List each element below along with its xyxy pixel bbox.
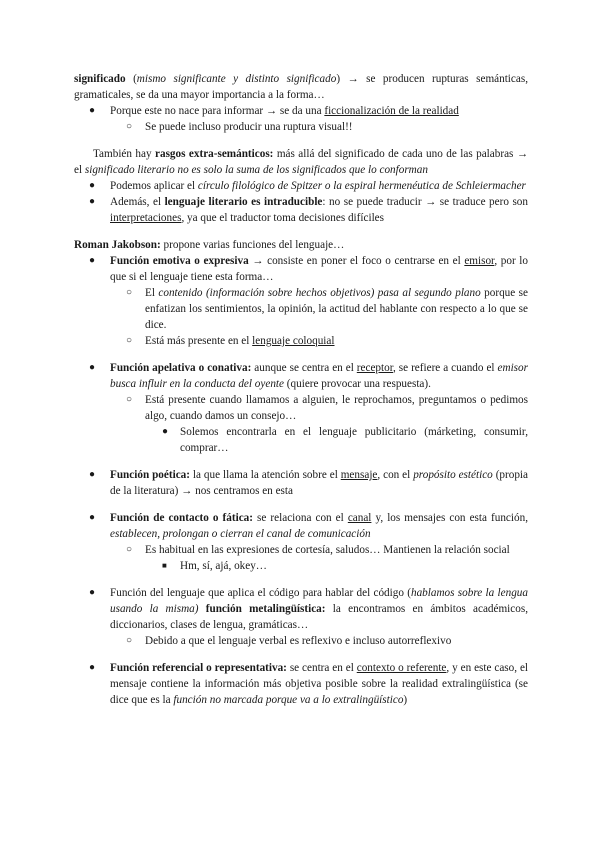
list-item: ■ Hm, sí, ajá, okey… [162, 560, 267, 572]
intro-paragraph: significado (mismo significante y distinto significado) → se producen rupturas semánticas, gramaticales, se da una mayor importancia a la forma… [74, 73, 528, 101]
list-item: ○ Está más presente en el lenguaje coloquial [126, 335, 335, 347]
circle-marker: ○ [126, 287, 133, 298]
list-item: ● Además, el lenguaje literario es intraducible: no se puede traducir → se traduce pero son interpretaciones, ya que el traductor toma decisiones difíciles [89, 196, 528, 224]
list-item: ● Podemos aplicar el círculo filológico de Spitzer o la espiral hermenéutica de Schleiermacher [89, 180, 526, 192]
function-appellative: ● Función apelativa o conativa: aunque se centra en el receptor, se refiere a cuando el emisor busca influir en la conducta del oyente (quiere provocar una respuesta). [89, 362, 528, 390]
list-item: ○ Es habitual en las expresiones de cortesía, saludos… Mantienen la relación social [126, 544, 510, 556]
list-item: ● Porque este no nace para informar → se da una ficcionalización de la realidad [89, 105, 459, 117]
jakobson-paragraph: Roman Jakobson: propone varias funciones del lenguaje… [74, 239, 345, 251]
function-metalinguistic: ● Función del lenguaje que aplica el código para hablar del código (hablamos sobre la lengua usando la misma) función metalingüística: la encontramos en ámbitos académicos, diccionarios, clases de lengua, gramáticas… [89, 587, 529, 631]
bullet-marker: ● [89, 662, 96, 673]
bullet-marker: ● [89, 196, 96, 207]
function-poetic: ● Función poética: la que llama la atención sobre el mensaje, con el propósito estético (propia de la literatura) → nos centramos en esta [89, 469, 528, 497]
list-item: ○ El contenido (información sobre hechos objetivos) pasa al segundo plano porque se enfatizan los sentimientos, la opinión, la actitud del hablante con respecto a lo que se dice. [126, 287, 528, 331]
list-item: ○ Está presente cuando llamamos a alguien, le reprochamos, preguntamos o pedimos algo, cuando damos un consejo… [126, 394, 528, 422]
function-emotive: ● Función emotiva o expresiva → consiste en poner el foco o centrarse en el emisor, por lo que si el lenguaje tiene esta forma… [89, 255, 528, 283]
bullet-marker: ● [89, 180, 96, 191]
bullet-marker: ● [89, 587, 96, 598]
function-referential: ● Función referencial o representativa: se centra en el contexto o referente, y en este caso, el mensaje contiene la información más objetiva posible sobre la realidad extralingüística (se dice que es la función no marcada porque va a lo extralingüístico) [89, 662, 529, 706]
bullet-marker: ● [89, 362, 96, 373]
function-phatic: ● Función de contacto o fática: se relaciona con el canal y, los mensajes con esta función, establecen, prolongan o cierran el canal de comunicación [89, 512, 528, 540]
square-marker: ■ [162, 561, 167, 570]
list-item: ○ Se puede incluso producir una ruptura visual!! [126, 121, 353, 133]
bullet-marker: ● [89, 105, 96, 116]
bullet-marker: ● [89, 512, 96, 523]
circle-marker: ○ [126, 121, 133, 132]
circle-marker: ○ [126, 544, 133, 555]
circle-marker: ○ [126, 635, 133, 646]
bullet-marker: ● [89, 255, 96, 266]
list-item: ○ Debido a que el lenguaje verbal es reflexivo e incluso autorreflexivo [126, 635, 452, 647]
circle-marker: ○ [126, 335, 133, 346]
bullet-marker: ● [162, 426, 169, 437]
bullet-marker: ● [89, 469, 96, 480]
document-body [74, 71, 528, 708]
extra-semantic-paragraph: También hay rasgos extra-semánticos: más allá del significado de cada uno de las palabras → el significado literario no es solo la suma de los significados que lo conforman [74, 148, 529, 176]
circle-marker: ○ [126, 394, 133, 405]
list-item: ● Solemos encontrarla en el lenguaje publicitario (márketing, consumir, comprar… [162, 426, 528, 454]
